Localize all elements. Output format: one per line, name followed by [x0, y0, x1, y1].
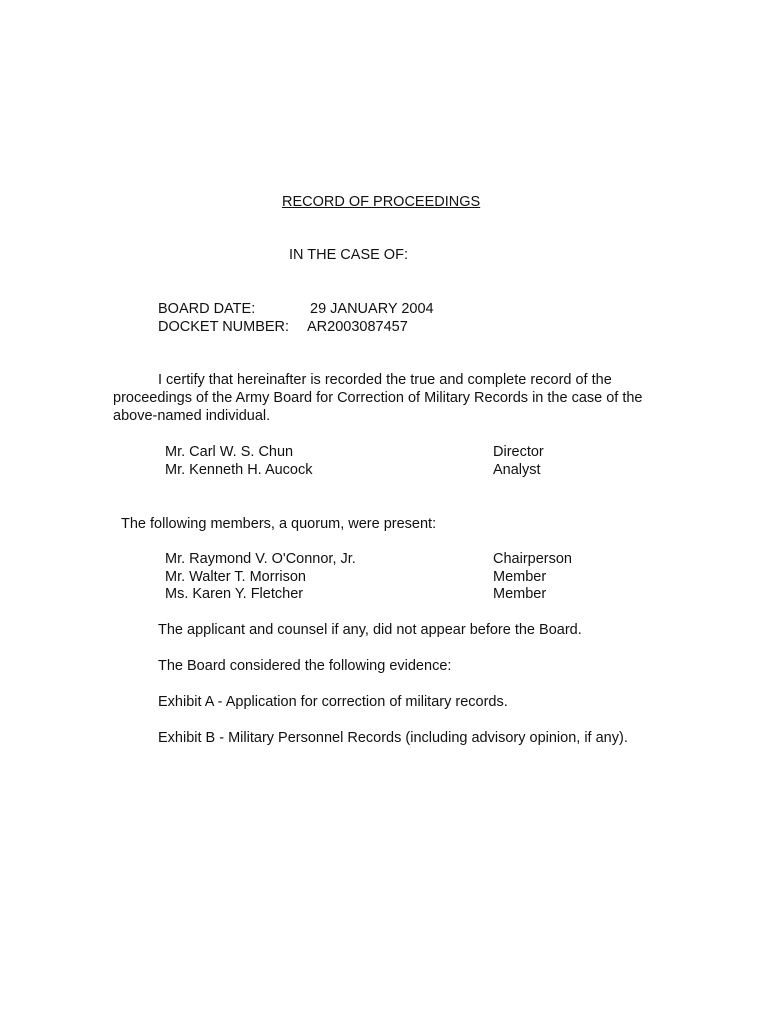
- appearance-statement: The applicant and counsel if any, did not appear before the Board.: [158, 622, 582, 638]
- board-date-label: BOARD DATE:: [158, 301, 256, 317]
- member-name: Mr. Walter T. Morrison: [165, 569, 306, 585]
- exhibit-a: Exhibit A - Application for correction of military records.: [158, 694, 508, 710]
- docket-number-label: DOCKET NUMBER:: [158, 319, 290, 335]
- certification-text: I certify that hereinafter is recorded the true and complete record of the proceedings of the Army Board for Correction of Military Records in the case of the above-named individual.: [113, 372, 643, 424]
- evidence-intro: The Board considered the following evidence:: [158, 658, 452, 674]
- staff-name: Mr. Kenneth H. Aucock: [165, 462, 313, 478]
- case-heading: IN THE CASE OF:: [289, 247, 408, 263]
- member-role: Member: [493, 569, 547, 585]
- member-name: Mr. Raymond V. O'Connor, Jr.: [165, 551, 356, 567]
- quorum-statement: The following members, a quorum, were present:: [121, 516, 437, 532]
- staff-role: Analyst: [493, 462, 541, 478]
- board-date-value: 29 JANUARY 2004: [310, 301, 434, 317]
- staff-name: Mr. Carl W. S. Chun: [165, 444, 294, 460]
- member-role: Member: [493, 586, 547, 602]
- exhibit-b: Exhibit B - Military Personnel Records (including advisory opinion, if any).: [158, 730, 628, 746]
- docket-number-value: AR2003087457: [307, 319, 408, 335]
- member-name: Ms. Karen Y. Fletcher: [165, 586, 304, 602]
- document-title: RECORD OF PROCEEDINGS: [282, 194, 481, 210]
- member-role: Chairperson: [493, 551, 572, 567]
- certification-paragraph: [113, 371, 653, 425]
- staff-role: Director: [493, 444, 544, 460]
